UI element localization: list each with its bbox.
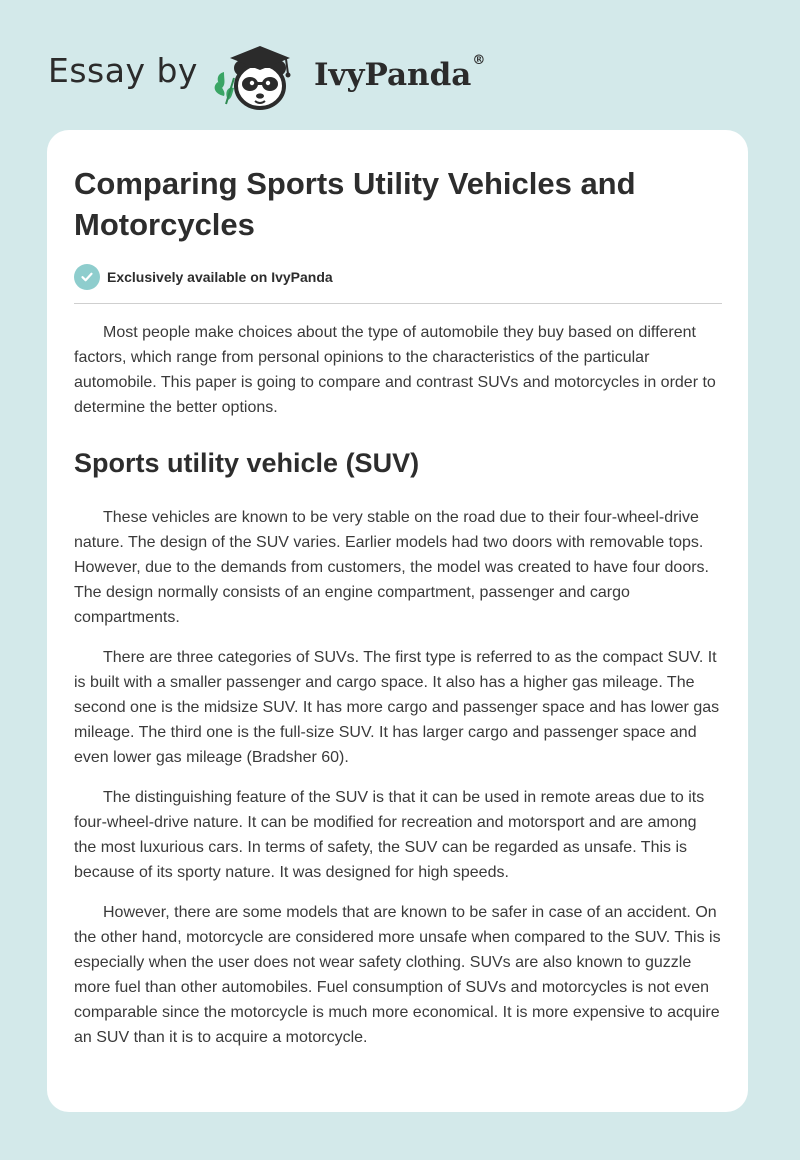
body-paragraph: However, there are some models that are known to be safer in case of an accident. On the other hand, motorcycle are considered more unsafe when compared to the SUV. This is especially when the user does not wear safety clothing. SUVs are also known to guzzle more fuel than other automobiles. Fuel consumption of SUVs and motorcycles is not even comparable since the motorcycle is much more economical. It is more expensive to acquire an SUV than it is to acquire a motorcycle. [74, 904, 721, 1046]
exclusive-badge [74, 264, 722, 304]
brand-name [313, 53, 486, 93]
essay-card [47, 130, 748, 1112]
body-paragraph: These vehicles are known to be very stable on the road due to their four-wheel-drive nature. The design of the SUV varies. Earlier models had two doors with removable tops. However, due to the demands from customers, the model was created to have four doors. The design normally consists of an engine compartment, passenger and cargo compartments. [74, 509, 709, 626]
body-paragraph: The distinguishing feature of the SUV is that it can be used in remote areas due to its four-wheel-drive nature. It can be modified for recreation and motorsport and are among the most luxurious cars. In terms of safety, the SUV can be regarded as unsafe. This is because of its sporty nature. It was designed for high speeds. [74, 789, 705, 881]
body-paragraph: There are three categories of SUVs. The first type is referred to as the compact SUV. It is built with a smaller passenger and cargo space. It also has a higher gas mileage. The second one is the midsize SUV. It has more cargo and passenger space and has lower gas mileage. The third one is the full-size SUV. It has larger cargo and passenger space and even lower gas mileage (Bradsher 60). [74, 649, 720, 766]
brand-header [48, 34, 485, 114]
exclusive-badge-label: Exclusively available on IvyPanda [107, 269, 333, 285]
check-circle-icon [74, 264, 100, 290]
intro-paragraph: Most people make choices about the type of automobile they buy based on different factors, which range from personal opinions to the characteristics of the particular automobile. This paper is going to compare and contrast SUVs and motorcycles in order to determine the better options. [74, 324, 716, 416]
registered-mark: ® [472, 53, 486, 68]
brand-prefix: Essay by [48, 50, 198, 90]
brand-name-text: IvyPanda [313, 57, 472, 93]
essay-title: Comparing Sports Utility Vehicles and Motorcycles [74, 166, 636, 242]
panda-logo-icon [212, 34, 308, 114]
section-heading: Sports utility vehicle (SUV) [74, 448, 420, 478]
